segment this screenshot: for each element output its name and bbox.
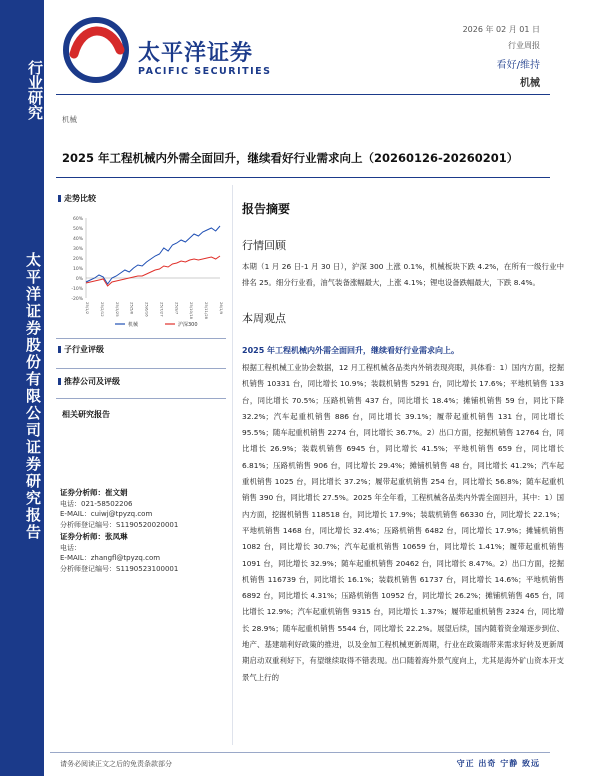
y-tick-label: 0% — [75, 277, 83, 282]
trend-title: 走势比较 — [64, 194, 96, 203]
column-divider — [232, 185, 233, 745]
left-divider — [56, 338, 226, 339]
y-tick-label: -20% — [71, 297, 83, 302]
logo-text-en: PACIFIC SECURITIES — [138, 66, 272, 77]
analyst-email: E-MAIL：zhangfl@tpyzq.com — [60, 554, 161, 562]
related-title: 相关研究报告 — [62, 410, 110, 419]
x-tick-label: 25/5/6 — [129, 302, 135, 315]
view-title: 本周观点 — [242, 312, 286, 325]
analyst-phone: 电话： — [60, 543, 81, 552]
x-tick-label: 25/1/2 — [85, 302, 90, 315]
sidebar-top-label: 行业研究 — [26, 60, 44, 120]
view-highlight: 2025 年工程机械内外需全面回升，继续看好行业需求向上。 — [242, 346, 460, 355]
y-tick-label: 40% — [72, 237, 83, 242]
y-tick-label: 20% — [72, 257, 83, 262]
series-line — [86, 226, 220, 284]
breadcrumb: 机械 — [62, 115, 77, 124]
company-logo-icon — [60, 14, 134, 84]
analyst-2 — [60, 532, 178, 574]
x-tick-label: 25/6/16 — [144, 302, 150, 317]
trend-chart — [60, 212, 230, 332]
market-text: 本期（1 月 26 日-1 月 30 日），沪深 300 上涨 0.1%，机械板块下跌 4.2%，在所有一级行业中排名 25。细分行业看，油气装备涨幅最大，上涨 4.1%；锂电设备跌幅最大，下跌 8.4%。 — [242, 262, 564, 288]
x-tick-label: 25/3/25 — [114, 302, 120, 317]
x-tick-label: 25/7/27 — [159, 302, 165, 317]
legend-label: 机械 — [128, 322, 139, 328]
x-tick-label: 25/9/7 — [174, 302, 180, 315]
y-tick-label: -10% — [71, 287, 83, 292]
y-tick-label: 10% — [72, 267, 83, 272]
page-title: 2025 年工程机械内外需全面回升，继续看好行业需求向上（20260126-20260201） — [62, 151, 519, 165]
y-tick-label: 60% — [72, 217, 83, 222]
header-divider — [56, 94, 550, 95]
analyst-reg: 分析师登记编号：S1190520020001 — [60, 520, 179, 529]
industry-rating: 看好/维持 — [496, 60, 540, 71]
industry-name: 机械 — [520, 78, 540, 89]
left-divider — [56, 368, 226, 369]
recommend-title: 推荐公司及评级 — [64, 377, 120, 386]
x-tick-label: 25/2/12 — [99, 302, 105, 317]
footer-divider — [50, 752, 550, 753]
legend-label: 沪深300 — [178, 322, 198, 328]
view-text: 根据工程机械工业协会数据，12 月工程机械各品类内外销表现亮眼，具体看：1）国内方面，挖掘机销售 10331 台，同比增长 10.9%；装载机销售 5291 台，同比增长 17.6%；平地机销售 133 台，同比增长 70.5%；压路机销售 437 台，同比增长 18.4%；摊铺机销售 59 台，同比下降 32.2%；汽车起重机销售 886 台，同比增长 39.1%；履带起重机销售 131 台，同比增长 95.5%；随车起重机销售 2274 台，同比增长 36.7%。2）出口方面，挖掘机销售 12764 台，同比增长 26.9%；装载机销售 6945 台，同比增长 41.5%；平地机销售 659 台，同比增长 6.81%；压路机销售 906 台，同比增长 29.4%；摊铺机销售 48 台，同比增长 41.2%；汽车起重机销售 1025 台，同比增长 37.2%；履带起重机销售 254 台，同比增长 56.8%；随车起重机销售 390 台，同比增长 27.5%。2025 年全年看，工程机械各品类内外需全面回升，其中：1）国内方面，挖掘机销售 118518 台，同比增长 17.9%；装载机销售 66330 台，同比增长 22.1%；平地机销售 1468 台，同比增长 32.4%；压路机销售 6482 台，同比增长 17.9%；摊铺机销售 1082 台，同比增长 30.7%；汽车起重机销售 10659 台，同比增长 1.41%；履带起重机销售 1091 台，同比增长 32.9%；随车起重机销售 20462 台，同比增长 8.47%。2）出口方面，挖掘机销售 116739 台，同比增长 16.1%；装载机销售 61737 台，同比增长 14.6%；平地机销售 6892 台，同比增长 4.31%；压路机销售 10952 台，同比增长 26.2%；摊铺机销售 465 台，同比增长 12.9%；汽车起重机销售 9315 台，同比增长 1.37%；履带起重机销售 2324 台，同比增长 28.9%；随车起重机销售 5544 台，同比增长 22.2%。展望后续，国内随着资金端逐步到位、地产、基建端利好政策的推进，以及金加工程机械更新周期，行业在政策端带来需求好转及更新周期启动双重利好下，有望继续取得不错表现。出口随着海外景气度向上，尤其是海外矿山资本开支景气上行的 — [242, 363, 564, 682]
market-title: 行情回顾 — [242, 239, 286, 252]
x-tick-label: 26/1/9 — [219, 302, 224, 315]
sub-rating-title: 子行业评级 — [64, 345, 104, 354]
sidebar-bottom-label: 太平洋证券股份有限公司证券研究报告 — [24, 252, 42, 541]
left-divider — [56, 398, 226, 399]
analyst-1 — [60, 488, 178, 530]
report-date: 2026 年 02 月 01 日 — [462, 25, 540, 34]
y-tick-label: 50% — [72, 227, 83, 232]
x-tick-label: 25/10/18 — [189, 302, 195, 320]
summary-title: 报告摘要 — [242, 202, 291, 216]
x-tick-label: 25/11/28 — [204, 302, 210, 320]
footer-disclaimer: 请务必阅读正文之后的免责条款部分 — [60, 760, 172, 768]
report-type: 行业周报 — [508, 41, 540, 50]
y-tick-label: 30% — [72, 247, 83, 252]
analyst-phone: 电话：021-58502206 — [60, 499, 133, 508]
analyst-name: 证券分析师：崔文娟 — [60, 488, 128, 497]
analyst-name: 证券分析师：张凤琳 — [60, 532, 128, 541]
analyst-reg: 分析师登记编号：S1190523100001 — [60, 564, 179, 573]
title-divider — [56, 177, 550, 178]
logo-text-cn: 太平洋证券 — [138, 41, 254, 66]
footer-motto: 守正 出奇 宁静 致远 — [456, 759, 540, 768]
analyst-email: E-MAIL：cuiwj@tpyzq.com — [60, 510, 153, 518]
